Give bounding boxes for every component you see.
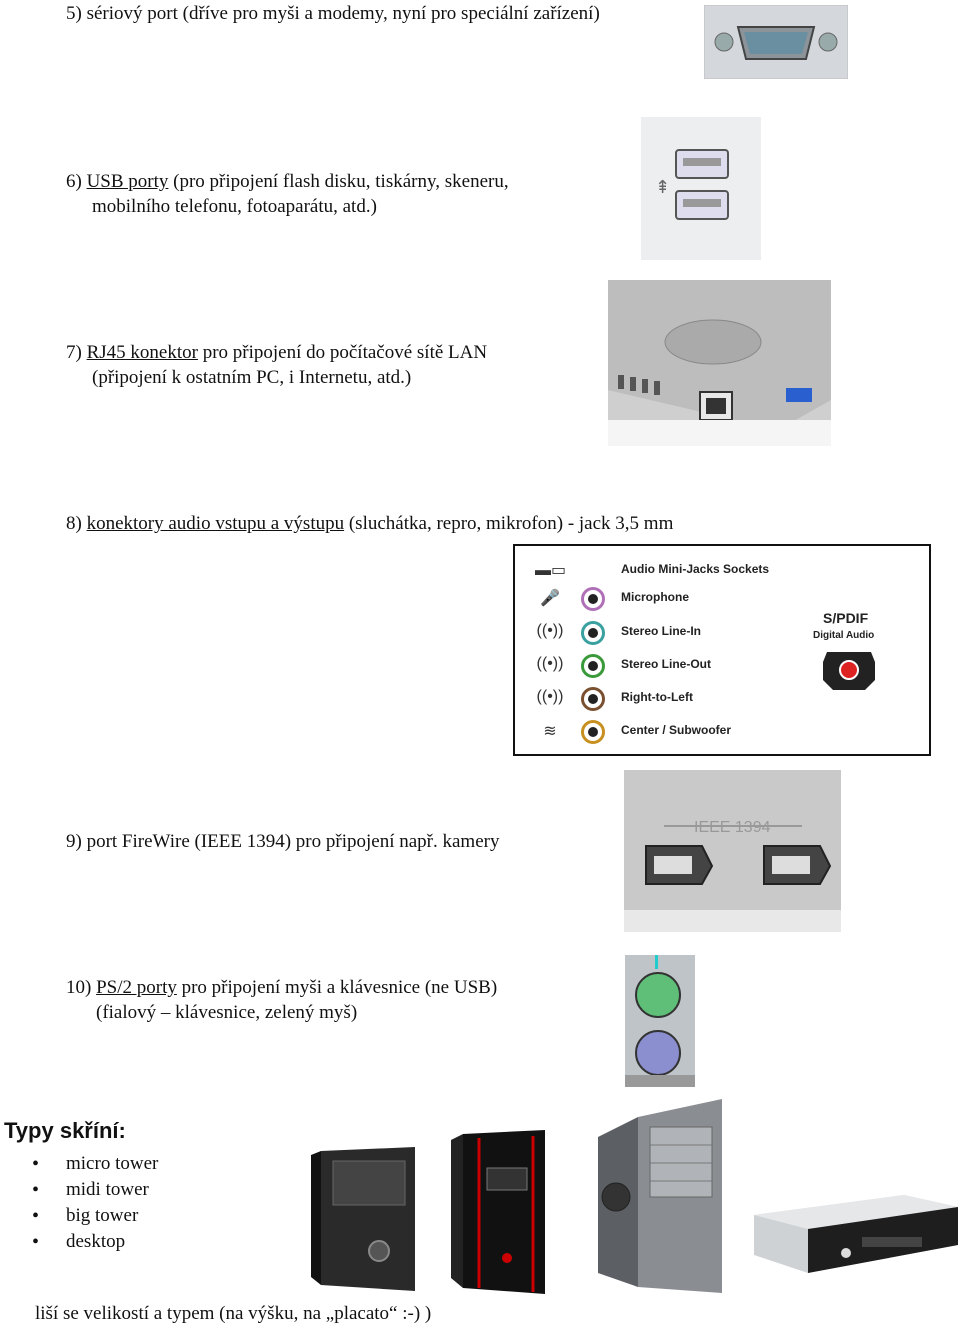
audio-jack-icon: ▬▭ (535, 562, 567, 579)
audio-jack-socket-icon (581, 621, 605, 645)
case-type-item: • micro tower (30, 1151, 158, 1177)
audio-jack-icon: ((•)) (536, 622, 564, 639)
audio-jack-label: Center / Subwoofer (621, 723, 732, 737)
audio-jack-label: Audio Mini-Jacks Sockets (621, 562, 770, 576)
footer-note: liší se velikostí a typem (na výšku, na „placato“ :-) ) (35, 1303, 432, 1324)
audio-jack-icon: ((•)) (536, 655, 564, 672)
audio-jack-icon: ≋ (543, 723, 557, 740)
audio-jack-label: Stereo Line-Out (621, 657, 712, 671)
audio-jack-socket-icon (581, 587, 605, 611)
spdif-socket-icon (821, 648, 877, 694)
audio-jack-label: Microphone (621, 590, 689, 604)
audio-jack-row (535, 653, 795, 679)
audio-jack-row (535, 686, 795, 712)
micro-tower-photo (311, 1145, 417, 1293)
audio-jack-label: Right-to-Left (621, 690, 693, 704)
ieee-label: IEEE 1394 (694, 819, 771, 836)
spdif-subtitle: Digital Audio (813, 630, 875, 641)
serial-port-text: 5) sériový port (dříve pro myši a modemy, nyní pro speciální zařízení) (66, 3, 600, 24)
audio-jack-row (535, 586, 795, 612)
case-types-list (30, 1151, 158, 1255)
ps2-link[interactable]: PS/2 porty (96, 977, 177, 998)
firewire-photo (624, 770, 841, 932)
audio-link[interactable]: konektory audio vstupu a výstupu (86, 513, 345, 534)
audio-jacks-diagram (513, 544, 931, 756)
case-types-heading: Typy skříní: (4, 1118, 126, 1143)
spdif-title: S/PDIF (823, 610, 869, 626)
audio-jack-label: Stereo Line-In (621, 624, 702, 638)
audio-jack-icon: ((•)) (536, 688, 564, 705)
ps2-photo (625, 955, 695, 1087)
usb-link[interactable]: USB porty (86, 171, 169, 192)
audio-jack-row (535, 719, 795, 745)
case-type-item: • big tower (30, 1203, 158, 1229)
midi-tower-photo (449, 1128, 549, 1296)
rj45-link[interactable]: RJ45 konektor (86, 342, 198, 363)
audio-jack-socket-icon (581, 654, 605, 678)
audio-jack-socket-icon (581, 687, 605, 711)
usb-line-1: 6) USB porty (pro připojení flash disku, tiskárny, skeneru, (66, 171, 509, 192)
rj45-photo (608, 280, 831, 446)
rj45-line-1: 7) RJ45 konektor pro připojení do počítačové sítě LAN (66, 342, 488, 363)
case-type-item: • midi tower (30, 1177, 158, 1203)
ps2-line-1: 10) PS/2 porty pro připojení myši a klávesnice (ne USB) (66, 977, 498, 998)
audio-jack-row (535, 620, 795, 646)
svg-text:⇞: ⇞ (655, 177, 671, 198)
firewire-text: 9) port FireWire (IEEE 1394) pro připojení např. kamery (66, 831, 500, 852)
usb-line-2: mobilního telefonu, fotoaparátu, atd.) (92, 196, 377, 217)
audio-jack-icon: 🎤 (540, 590, 560, 607)
rj45-line-2: (připojení k ostatním PC, i Internetu, atd.) (92, 367, 412, 388)
desktop-case-photo (754, 1193, 958, 1275)
serial-port-photo (704, 5, 848, 79)
usb-photo (641, 117, 761, 260)
audio-line-1: 8) konektory audio vstupu a výstupu (sluchátka, repro, mikrofon) - jack 3,5 mm (66, 513, 674, 534)
ps2-line-2: (fialový – klávesnice, zelený myš) (96, 1002, 358, 1023)
audio-jack-socket-icon (581, 720, 605, 744)
audio-jack-row (535, 558, 795, 584)
case-type-item: • desktop (30, 1229, 158, 1255)
big-tower-photo (598, 1097, 724, 1293)
